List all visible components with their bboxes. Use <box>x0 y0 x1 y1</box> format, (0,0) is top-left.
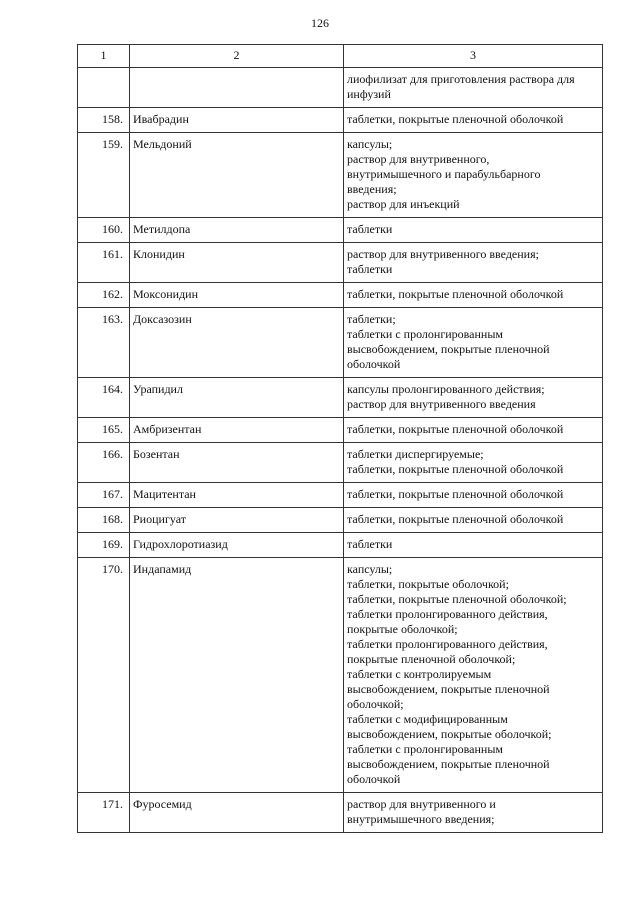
dosage-form-line: таблетки <box>347 222 393 236</box>
drug-name: Риоцигуат <box>130 508 344 533</box>
dosage-form-line: оболочкой <box>347 772 401 786</box>
dosage-forms <box>344 793 603 833</box>
drug-name: Ивабрадин <box>130 108 344 133</box>
table-row <box>78 483 603 508</box>
dosage-form-line: таблетки пролонгированного действия, <box>347 637 548 651</box>
row-number: 162. <box>78 283 130 308</box>
table-row <box>78 308 603 378</box>
drug-name: Клонидин <box>130 243 344 283</box>
dosage-form-line: высвобождением, покрытые пленочной <box>347 342 550 356</box>
drug-name: Моксонидин <box>130 283 344 308</box>
drug-name <box>130 68 344 108</box>
dosage-form-line: таблетки диспергируемые; <box>347 447 484 461</box>
dosage-form-line: таблетки с пролонгированным <box>347 742 504 756</box>
row-number: 163. <box>78 308 130 378</box>
row-number: 168. <box>78 508 130 533</box>
dosage-forms <box>344 443 603 483</box>
table-row <box>78 418 603 443</box>
row-number: 158. <box>78 108 130 133</box>
dosage-form-line: раствор для внутривенного введения; <box>347 247 539 261</box>
table-row <box>78 108 603 133</box>
dosage-forms <box>344 483 603 508</box>
dosage-form-line: высвобождением, покрытые пленочной <box>347 757 550 771</box>
dosage-form-line: капсулы; <box>347 137 393 151</box>
dosage-forms <box>344 418 603 443</box>
dosage-forms <box>344 283 603 308</box>
dosage-forms <box>344 558 603 793</box>
dosage-form-line: таблетки, покрытые пленочной оболочкой <box>347 112 564 126</box>
drug-name: Бозентан <box>130 443 344 483</box>
dosage-form-line: лиофилизат для приготовления раствора для инфузий <box>347 72 575 101</box>
row-number: 164. <box>78 378 130 418</box>
table-row <box>78 533 603 558</box>
dosage-form-line: таблетки <box>347 262 393 276</box>
drug-name: Индапамид <box>130 558 344 793</box>
dosage-form-line: таблетки; <box>347 312 396 326</box>
row-number: 161. <box>78 243 130 283</box>
drug-name: Метилдопа <box>130 218 344 243</box>
table-row <box>78 558 603 793</box>
dosage-form-line: раствор для внутривенного и <box>347 797 496 811</box>
table-header-row <box>78 45 603 68</box>
dosage-form-line: высвобождением, покрытые оболочкой; <box>347 727 552 741</box>
dosage-form-line: таблетки, покрытые пленочной оболочкой <box>347 422 564 436</box>
dosage-forms <box>344 508 603 533</box>
dosage-form-line: таблетки с модифицированным <box>347 712 508 726</box>
dosage-form-line: оболочкой <box>347 357 401 371</box>
dosage-form-line: покрытые оболочкой; <box>347 622 458 636</box>
dosage-form-line: введения; <box>347 182 397 196</box>
drug-name: Мельдоний <box>130 133 344 218</box>
row-number: 166. <box>78 443 130 483</box>
drug-name: Гидрохлоротиазид <box>130 533 344 558</box>
dosage-form-line: покрытые пленочной оболочкой; <box>347 652 516 666</box>
dosage-form-line: таблетки с контролируемым <box>347 667 492 681</box>
dosage-form-line: таблетки с пролонгированным <box>347 327 504 341</box>
row-number: 167. <box>78 483 130 508</box>
drug-name: Урапидил <box>130 378 344 418</box>
table-row <box>78 443 603 483</box>
dosage-form-line: раствор для инъекций <box>347 197 460 211</box>
column-header-forms: 3 <box>344 45 603 68</box>
dosage-form-line: раствор для внутривенного введения <box>347 397 536 411</box>
table-row <box>78 508 603 533</box>
row-number: 170. <box>78 558 130 793</box>
dosage-forms <box>344 243 603 283</box>
dosage-forms <box>344 108 603 133</box>
row-number: 165. <box>78 418 130 443</box>
dosage-form-line: оболочкой; <box>347 697 404 711</box>
dosage-forms <box>344 133 603 218</box>
table-row <box>78 68 603 108</box>
drug-name: Амбризентан <box>130 418 344 443</box>
dosage-form-line: капсулы пролонгированного действия; <box>347 382 545 396</box>
dosage-form-line: таблетки, покрытые пленочной оболочкой; <box>347 592 567 606</box>
drug-table <box>77 44 603 833</box>
dosage-forms <box>344 68 603 108</box>
row-number: 169. <box>78 533 130 558</box>
dosage-form-line: раствор для внутривенного, <box>347 152 490 166</box>
column-header-number: 1 <box>78 45 130 68</box>
dosage-form-line: таблетки, покрытые пленочной оболочкой <box>347 512 564 526</box>
dosage-form-line: таблетки, покрытые оболочкой; <box>347 577 509 591</box>
page-number: 126 <box>311 16 329 30</box>
dosage-form-line: таблетки, покрытые пленочной оболочкой <box>347 287 564 301</box>
table-row <box>78 218 603 243</box>
dosage-form-line: внутримышечного введения; <box>347 812 495 826</box>
dosage-form-line: таблетки, покрытые пленочной оболочкой <box>347 487 564 501</box>
table-row <box>78 243 603 283</box>
dosage-forms <box>344 378 603 418</box>
row-number: 160. <box>78 218 130 243</box>
dosage-form-line: высвобождением, покрытые пленочной <box>347 682 550 696</box>
table-row <box>78 378 603 418</box>
dosage-form-line: таблетки <box>347 537 393 551</box>
dosage-form-line: внутримышечного и парабульбарного <box>347 167 541 181</box>
row-number: 171. <box>78 793 130 833</box>
table-row <box>78 283 603 308</box>
dosage-forms <box>344 308 603 378</box>
drug-name: Мацитентан <box>130 483 344 508</box>
table-row <box>78 133 603 218</box>
dosage-form-line: таблетки, покрытые пленочной оболочкой <box>347 462 564 476</box>
drug-name: Фуросемид <box>130 793 344 833</box>
row-number: 159. <box>78 133 130 218</box>
dosage-forms <box>344 218 603 243</box>
row-number <box>78 68 130 108</box>
dosage-form-line: таблетки пролонгированного действия, <box>347 607 548 621</box>
dosage-form-line: капсулы; <box>347 562 393 576</box>
dosage-forms <box>344 533 603 558</box>
drug-name: Доксазозин <box>130 308 344 378</box>
column-header-name: 2 <box>130 45 344 68</box>
table-row <box>78 793 603 833</box>
